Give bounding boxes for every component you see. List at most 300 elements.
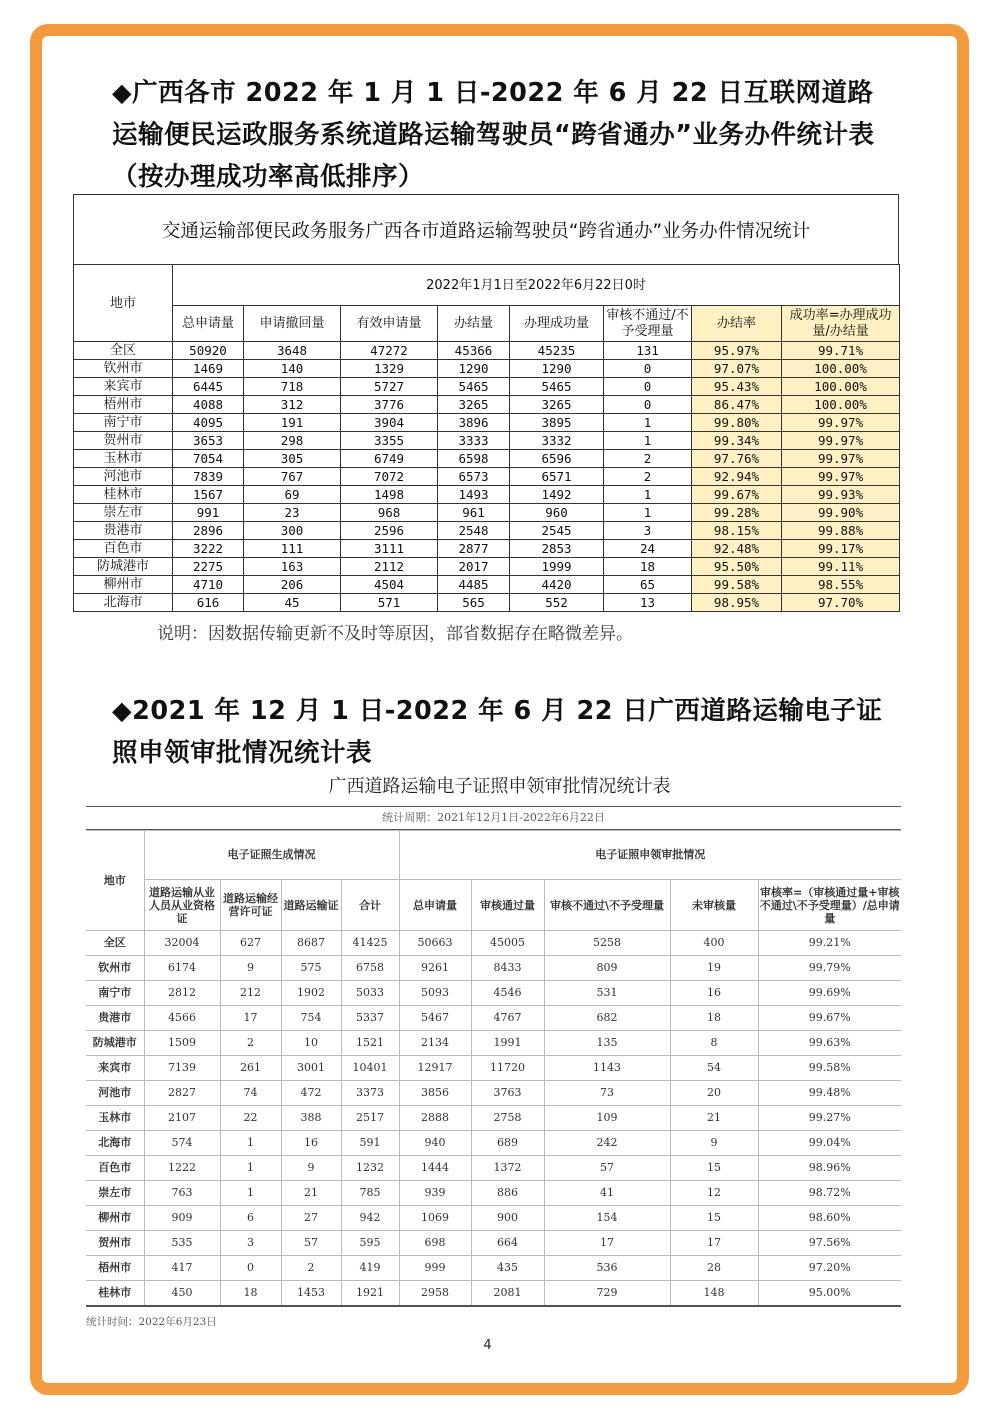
table1-title: 交通运输部便民政务服务广西各市道路运输驾驶员“跨省通办”业务办件情况统计 [73, 194, 899, 264]
table1-city-cell: 贵港市 [74, 522, 173, 540]
table-row [74, 450, 900, 468]
table1-city-cell: 柳州市 [74, 576, 173, 594]
table2-region-header: 地市 [86, 831, 144, 931]
table1-value-cell: 0 [604, 360, 692, 378]
table1-value-cell: 960 [510, 504, 604, 522]
table2-value-cell: 3 [220, 1231, 281, 1256]
table-row [86, 1106, 901, 1131]
table2-value-cell: 10 [281, 1031, 341, 1056]
table2-value-cell: 8433 [471, 956, 544, 981]
table2-city-cell: 防城港市 [86, 1031, 144, 1056]
table1-col-header: 办结率 [692, 306, 782, 342]
table2-city-cell: 来宾市 [86, 1056, 144, 1081]
table2-value-cell: 261 [220, 1056, 281, 1081]
table1-value-cell: 100.00% [782, 396, 900, 414]
table-row [74, 540, 900, 558]
table2-city-cell: 梧州市 [86, 1256, 144, 1281]
table2-value-cell: 1902 [281, 981, 341, 1006]
table-row [74, 468, 900, 486]
table1-value-cell: 3904 [341, 414, 438, 432]
table1-value-cell: 0 [604, 378, 692, 396]
table2-value-cell: 0 [220, 1256, 281, 1281]
table1-region-header: 地市 [74, 265, 173, 342]
table2-value-cell: 1453 [281, 1281, 341, 1307]
table2-value-cell: 28 [670, 1256, 758, 1281]
table1-value-cell: 2896 [173, 522, 244, 540]
table2-value-cell: 99.67% [758, 1006, 901, 1031]
table-row [86, 1256, 901, 1281]
table2-value-cell: 8 [670, 1031, 758, 1056]
table1-value-cell: 86.47% [692, 396, 782, 414]
table-row [74, 342, 900, 360]
table2-value-cell: 9261 [399, 956, 471, 981]
table1-value-cell: 3355 [341, 432, 438, 450]
table-row [74, 594, 900, 612]
table2-value-cell: 689 [471, 1131, 544, 1156]
table1-value-cell: 718 [244, 378, 341, 396]
table2 [86, 830, 901, 1307]
table-row [86, 1181, 901, 1206]
table2-value-cell: 22 [220, 1106, 281, 1131]
table2-value-cell: 1521 [341, 1031, 399, 1056]
table1-city-cell: 百色市 [74, 540, 173, 558]
table2-value-cell: 98.60% [758, 1206, 901, 1231]
table1-value-cell: 65 [604, 576, 692, 594]
table2-value-cell: 154 [544, 1206, 670, 1231]
table1-value-cell: 298 [244, 432, 341, 450]
section2-heading: ◆2021 年 12 月 1 日-2022 年 6 月 22 日广西道路运输电子证照申领审批情况统计表 [112, 696, 883, 768]
table2-value-cell: 763 [144, 1181, 220, 1206]
table1-value-cell: 3332 [510, 432, 604, 450]
table2-value-cell: 3856 [399, 1081, 471, 1106]
table2-value-cell: 1 [220, 1181, 281, 1206]
table1-value-cell: 13 [604, 594, 692, 612]
table2-value-cell: 785 [341, 1181, 399, 1206]
table-row [86, 1081, 901, 1106]
table1-value-cell: 69 [244, 486, 341, 504]
table2-value-cell: 900 [471, 1206, 544, 1231]
table2-value-cell: 5467 [399, 1006, 471, 1031]
table2-value-cell: 6 [220, 1206, 281, 1231]
table1-col-header: 办理成功量 [510, 306, 604, 342]
table2-col-header: 未审核量 [670, 880, 758, 931]
table1-city-cell: 桂林市 [74, 486, 173, 504]
table2-value-cell: 939 [399, 1181, 471, 1206]
table1-value-cell: 2545 [510, 522, 604, 540]
table1-value-cell: 45 [244, 594, 341, 612]
table2-value-cell: 17 [220, 1006, 281, 1031]
table1-value-cell: 7072 [341, 468, 438, 486]
table1-value-cell: 4420 [510, 576, 604, 594]
table1-value-cell: 99.28% [692, 504, 782, 522]
table2-city-cell: 柳州市 [86, 1206, 144, 1231]
table2-value-cell: 3373 [341, 1081, 399, 1106]
table1-value-cell: 1567 [173, 486, 244, 504]
table1-value-cell: 1290 [510, 360, 604, 378]
table2-value-cell: 1921 [341, 1281, 399, 1307]
table1-city-cell: 河池市 [74, 468, 173, 486]
table2-value-cell: 99.63% [758, 1031, 901, 1056]
table1-value-cell: 1 [604, 432, 692, 450]
table2-value-cell: 18 [670, 1006, 758, 1031]
table2-value-cell: 45005 [471, 931, 544, 956]
table2-value-cell: 15 [670, 1156, 758, 1181]
table2-value-cell: 1222 [144, 1156, 220, 1181]
table2-value-cell: 2081 [471, 1281, 544, 1307]
table1-value-cell: 616 [173, 594, 244, 612]
table1-value-cell: 100.00% [782, 378, 900, 396]
table-row [86, 1281, 901, 1307]
table1-city-cell: 玉林市 [74, 450, 173, 468]
table1-value-cell: 97.76% [692, 450, 782, 468]
table1-value-cell: 99.34% [692, 432, 782, 450]
table2-value-cell: 3763 [471, 1081, 544, 1106]
table2-value-cell: 16 [281, 1131, 341, 1156]
section1-heading: ◆广西各市 2022 年 1 月 1 日-2022 年 6 月 22 日互联网道路运输便民运政服务系统道路运输驾驶员“跨省通办”业务办件统计表（按办理成功率高低排序） [112, 78, 875, 192]
table-row [74, 360, 900, 378]
table1-note: 说明：因数据传输更新不及时等原因，部省数据存在略微差异。 [157, 624, 633, 644]
table1-value-cell: 3333 [438, 432, 510, 450]
table1-value-cell: 7054 [173, 450, 244, 468]
table1-value-cell: 3648 [244, 342, 341, 360]
table2-value-cell: 27 [281, 1206, 341, 1231]
table1-value-cell: 92.48% [692, 540, 782, 558]
table2-value-cell: 4767 [471, 1006, 544, 1031]
table1-value-cell: 5465 [510, 378, 604, 396]
table1-value-cell: 565 [438, 594, 510, 612]
table-row [86, 1131, 901, 1156]
table2-value-cell: 2812 [144, 981, 220, 1006]
table1-value-cell: 2596 [341, 522, 438, 540]
table2-value-cell: 2888 [399, 1106, 471, 1131]
table2-stat-time: 统计时间：2022年6月23日 [86, 1316, 217, 1328]
table2-value-cell: 7139 [144, 1056, 220, 1081]
table1-value-cell: 3776 [341, 396, 438, 414]
table1-value-cell: 6596 [510, 450, 604, 468]
table1-value-cell: 1492 [510, 486, 604, 504]
table1-value-cell: 97.70% [782, 594, 900, 612]
table-row [86, 1056, 901, 1081]
table1-value-cell: 99.80% [692, 414, 782, 432]
table2-col-header: 道路运输从业人员从业资格证 [144, 880, 220, 931]
table2-value-cell: 3001 [281, 1056, 341, 1081]
table-row [74, 558, 900, 576]
table1-value-cell: 312 [244, 396, 341, 414]
table1-value-cell: 2 [604, 450, 692, 468]
table2-value-cell: 388 [281, 1106, 341, 1131]
table1-value-cell: 4485 [438, 576, 510, 594]
table1-value-cell: 99.97% [782, 414, 900, 432]
table2-value-cell: 536 [544, 1256, 670, 1281]
table2-value-cell: 98.72% [758, 1181, 901, 1206]
table1-value-cell: 968 [341, 504, 438, 522]
table2-group-generation: 电子证照生成情况 [144, 831, 399, 880]
table1-value-cell: 99.67% [692, 486, 782, 504]
table-row [74, 414, 900, 432]
table2-value-cell: 97.56% [758, 1231, 901, 1256]
table-row [74, 432, 900, 450]
table1-city-cell: 梧州市 [74, 396, 173, 414]
table2-value-cell: 50663 [399, 931, 471, 956]
table2-value-cell: 698 [399, 1231, 471, 1256]
table1-value-cell: 300 [244, 522, 341, 540]
table1-value-cell: 6445 [173, 378, 244, 396]
table1-city-cell: 崇左市 [74, 504, 173, 522]
table1-value-cell: 131 [604, 342, 692, 360]
table1-value-cell: 552 [510, 594, 604, 612]
table2-value-cell: 21 [670, 1106, 758, 1131]
table2-value-cell: 32004 [144, 931, 220, 956]
table1-value-cell: 571 [341, 594, 438, 612]
table1-value-cell: 18 [604, 558, 692, 576]
table2-value-cell: 575 [281, 956, 341, 981]
table2-value-cell: 74 [220, 1081, 281, 1106]
table1-value-cell: 3896 [438, 414, 510, 432]
table1-value-cell: 5465 [438, 378, 510, 396]
table2-value-cell: 54 [670, 1056, 758, 1081]
table1-col-header: 办结量 [438, 306, 510, 342]
table1-value-cell: 99.97% [782, 450, 900, 468]
table2-value-cell: 135 [544, 1031, 670, 1056]
table2-value-cell: 754 [281, 1006, 341, 1031]
table2-value-cell: 1232 [341, 1156, 399, 1181]
table2-value-cell: 98.96% [758, 1156, 901, 1181]
table1-value-cell: 99.71% [782, 342, 900, 360]
table2-value-cell: 435 [471, 1256, 544, 1281]
table2-value-cell: 574 [144, 1131, 220, 1156]
table2-value-cell: 4546 [471, 981, 544, 1006]
table2-value-cell: 99.69% [758, 981, 901, 1006]
table2-value-cell: 419 [341, 1256, 399, 1281]
table-row [86, 1006, 901, 1031]
table2-value-cell: 886 [471, 1181, 544, 1206]
table2-value-cell: 41425 [341, 931, 399, 956]
table2-col-header: 审核率=（审核通过量+审核不通过\不予受理量）/总申请量 [758, 880, 901, 931]
table2-city-cell: 全区 [86, 931, 144, 956]
table1-col-header: 有效申请量 [341, 306, 438, 342]
table1-value-cell: 1493 [438, 486, 510, 504]
table2-col-header: 审核不通过\不予受理量 [544, 880, 670, 931]
table1-value-cell: 45235 [510, 342, 604, 360]
table2-value-cell: 999 [399, 1256, 471, 1281]
table1-value-cell: 99.97% [782, 468, 900, 486]
table1-value-cell: 6573 [438, 468, 510, 486]
table2-col-header: 道路运输经营许可证 [220, 880, 281, 931]
table1-value-cell: 961 [438, 504, 510, 522]
table1-value-cell: 1329 [341, 360, 438, 378]
table2-value-cell: 1069 [399, 1206, 471, 1231]
table2-city-cell: 钦州市 [86, 956, 144, 981]
table1-value-cell: 92.94% [692, 468, 782, 486]
table1-value-cell: 111 [244, 540, 341, 558]
table1-value-cell: 4095 [173, 414, 244, 432]
table-row [74, 486, 900, 504]
table2-value-cell: 10401 [341, 1056, 399, 1081]
table-row [74, 396, 900, 414]
e-license-table [86, 806, 901, 1307]
table2-value-cell: 6758 [341, 956, 399, 981]
table2-value-cell: 531 [544, 981, 670, 1006]
table2-value-cell: 809 [544, 956, 670, 981]
table1-value-cell: 2548 [438, 522, 510, 540]
table1-city-cell: 南宁市 [74, 414, 173, 432]
table2-value-cell: 97.20% [758, 1256, 901, 1281]
table2-city-cell: 北海市 [86, 1131, 144, 1156]
table2-col-header: 审核通过量 [471, 880, 544, 931]
table2-value-cell: 99.27% [758, 1106, 901, 1131]
table1-value-cell: 95.97% [692, 342, 782, 360]
table-row [74, 378, 900, 396]
table2-value-cell: 400 [670, 931, 758, 956]
table2-value-cell: 99.04% [758, 1131, 901, 1156]
table2-value-cell: 8687 [281, 931, 341, 956]
table2-value-cell: 20 [670, 1081, 758, 1106]
table1-value-cell: 23 [244, 504, 341, 522]
table1-value-cell: 99.97% [782, 432, 900, 450]
table1-value-cell: 4088 [173, 396, 244, 414]
table2-value-cell: 909 [144, 1206, 220, 1231]
table1-city-cell: 来宾市 [74, 378, 173, 396]
table1-city-cell: 防城港市 [74, 558, 173, 576]
table-row [86, 931, 901, 956]
table2-value-cell: 11720 [471, 1056, 544, 1081]
table2-value-cell: 9 [220, 956, 281, 981]
table2-value-cell: 472 [281, 1081, 341, 1106]
table1-value-cell: 3265 [510, 396, 604, 414]
table2-value-cell: 16 [670, 981, 758, 1006]
table2-value-cell: 41 [544, 1181, 670, 1206]
table1-value-cell: 7839 [173, 468, 244, 486]
table2-value-cell: 212 [220, 981, 281, 1006]
table2-city-cell: 玉林市 [86, 1106, 144, 1131]
table1-city-cell: 全区 [74, 342, 173, 360]
table1-value-cell: 5727 [341, 378, 438, 396]
table1-value-cell: 1498 [341, 486, 438, 504]
table2-value-cell: 2758 [471, 1106, 544, 1131]
table1-value-cell: 99.58% [692, 576, 782, 594]
table2-value-cell: 5093 [399, 981, 471, 1006]
table2-value-cell: 99.79% [758, 956, 901, 981]
table2-city-cell: 南宁市 [86, 981, 144, 1006]
table2-value-cell: 12917 [399, 1056, 471, 1081]
table2-city-cell: 桂林市 [86, 1281, 144, 1307]
table2-value-cell: 99.58% [758, 1056, 901, 1081]
table2-value-cell: 57 [281, 1231, 341, 1256]
table1-value-cell: 4504 [341, 576, 438, 594]
table2-value-cell: 2517 [341, 1106, 399, 1131]
driver-cross-province-table [73, 194, 899, 612]
table2-value-cell: 1 [220, 1131, 281, 1156]
table2-value-cell: 21 [281, 1181, 341, 1206]
table1-value-cell: 0 [604, 396, 692, 414]
table2-value-cell: 2107 [144, 1106, 220, 1131]
table2-value-cell: 2827 [144, 1081, 220, 1106]
table2-value-cell: 242 [544, 1131, 670, 1156]
table2-city-cell: 百色市 [86, 1156, 144, 1181]
table2-value-cell: 73 [544, 1081, 670, 1106]
table2-value-cell: 2 [220, 1031, 281, 1056]
table1-value-cell: 1 [604, 486, 692, 504]
table1-value-cell: 2112 [341, 558, 438, 576]
table2-col-header: 道路运输证 [281, 880, 341, 931]
table-row [86, 956, 901, 981]
table2-value-cell: 627 [220, 931, 281, 956]
table1-value-cell: 3895 [510, 414, 604, 432]
table1-value-cell: 2 [604, 468, 692, 486]
table1-value-cell: 99.88% [782, 522, 900, 540]
table1-value-cell: 1290 [438, 360, 510, 378]
table2-value-cell: 2958 [399, 1281, 471, 1307]
table1-value-cell: 99.11% [782, 558, 900, 576]
table2-value-cell: 5337 [341, 1006, 399, 1031]
table-row [86, 1206, 901, 1231]
table1-value-cell: 99.90% [782, 504, 900, 522]
table2-value-cell: 5033 [341, 981, 399, 1006]
table1-value-cell: 1 [604, 504, 692, 522]
table2-value-cell: 109 [544, 1106, 670, 1131]
table2-value-cell: 1509 [144, 1031, 220, 1056]
table-row [86, 1031, 901, 1056]
table2-value-cell: 595 [341, 1231, 399, 1256]
table2-value-cell: 57 [544, 1156, 670, 1181]
table2-value-cell: 450 [144, 1281, 220, 1307]
table1-value-cell: 98.55% [782, 576, 900, 594]
table2-value-cell: 5258 [544, 931, 670, 956]
table1-col-header: 申请撤回量 [244, 306, 341, 342]
table2-city-cell: 崇左市 [86, 1181, 144, 1206]
table2-value-cell: 99.21% [758, 931, 901, 956]
table1-value-cell: 98.15% [692, 522, 782, 540]
table2-col-header: 合计 [341, 880, 399, 931]
table2-value-cell: 17 [670, 1231, 758, 1256]
table2-value-cell: 729 [544, 1281, 670, 1307]
table2-value-cell: 9 [670, 1131, 758, 1156]
table1-value-cell: 991 [173, 504, 244, 522]
table1-value-cell: 305 [244, 450, 341, 468]
table1-value-cell: 2877 [438, 540, 510, 558]
table2-value-cell: 2134 [399, 1031, 471, 1056]
table2-value-cell: 1143 [544, 1056, 670, 1081]
table1-value-cell: 99.93% [782, 486, 900, 504]
table-row [86, 981, 901, 1006]
table1-value-cell: 50920 [173, 342, 244, 360]
table1 [73, 264, 900, 612]
table2-value-cell: 1444 [399, 1156, 471, 1181]
table1-value-cell: 1469 [173, 360, 244, 378]
table2-value-cell: 6174 [144, 956, 220, 981]
table2-value-cell: 591 [341, 1131, 399, 1156]
table1-value-cell: 163 [244, 558, 341, 576]
table2-value-cell: 2 [281, 1256, 341, 1281]
table1-value-cell: 3 [604, 522, 692, 540]
table2-value-cell: 942 [341, 1206, 399, 1231]
page-number: 4 [483, 1338, 492, 1353]
table-row [86, 1156, 901, 1181]
table-row [86, 1231, 901, 1256]
table1-value-cell: 4710 [173, 576, 244, 594]
table1-value-cell: 97.07% [692, 360, 782, 378]
table1-value-cell: 1 [604, 414, 692, 432]
table2-value-cell: 18 [220, 1281, 281, 1307]
table1-value-cell: 3265 [438, 396, 510, 414]
table2-value-cell: 682 [544, 1006, 670, 1031]
table2-title: 广西道路运输电子证照申领审批情况统计表 [328, 776, 671, 797]
table-row [74, 576, 900, 594]
table2-value-cell: 417 [144, 1256, 220, 1281]
table2-value-cell: 95.00% [758, 1281, 901, 1307]
table1-value-cell: 6571 [510, 468, 604, 486]
table1-city-cell: 贺州市 [74, 432, 173, 450]
